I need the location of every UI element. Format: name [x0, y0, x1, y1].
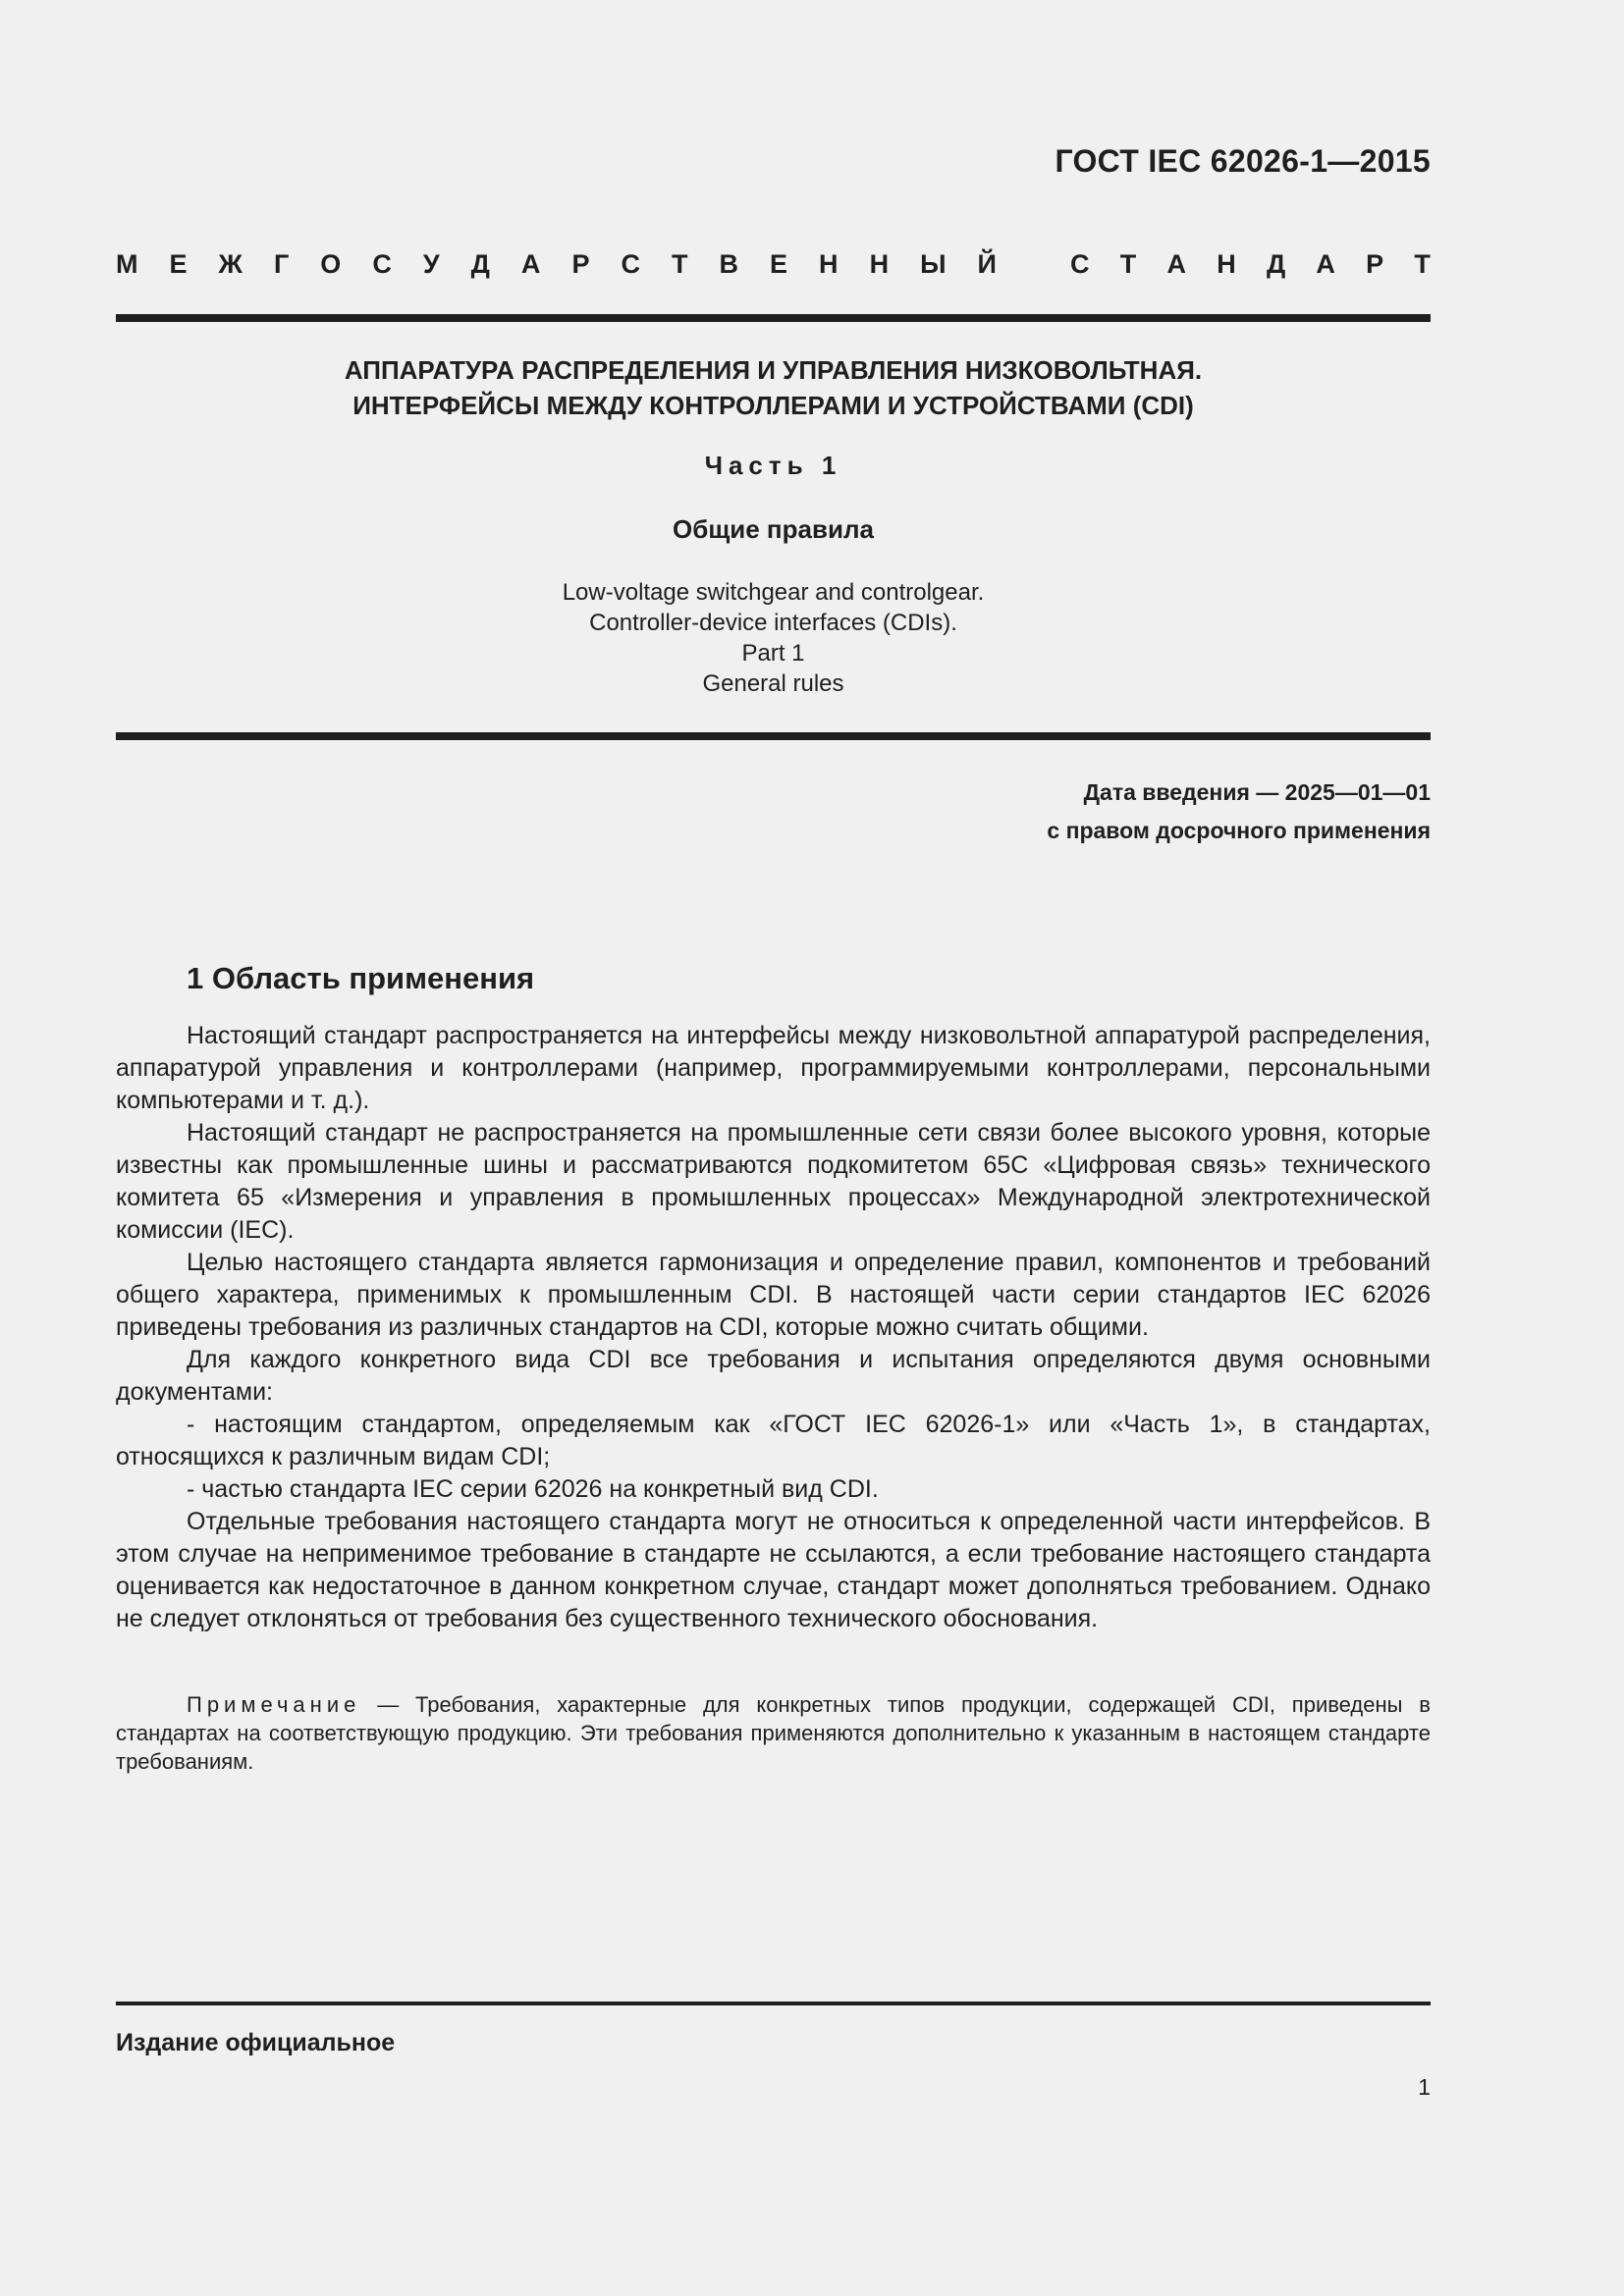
- document-title: [116, 352, 1431, 423]
- official-edition-label: Издание официальное: [116, 2029, 396, 2056]
- note: [116, 1690, 1431, 1776]
- heading-letter: А: [520, 249, 541, 279]
- section-heading: 1 Область применения: [187, 961, 535, 995]
- heading-letter: С: [1070, 249, 1090, 279]
- heading-letter: О: [320, 249, 342, 279]
- note-label: Примечание: [187, 1692, 361, 1717]
- heading-letter: Ы: [920, 249, 947, 279]
- heading-letter: В: [719, 249, 738, 279]
- heading-letter: Н: [869, 249, 890, 279]
- paragraph: - настоящим стандартом, определяемым как «ГОСТ IEC 62026-1» или «Часть 1», в стандартах, относящихся к различным видам CDI;: [116, 1411, 1431, 1470]
- heading-letter: А: [1316, 249, 1335, 279]
- heading-letter: Т: [671, 249, 688, 279]
- heading-letter: С: [621, 249, 640, 279]
- footer-divider: [116, 2002, 1431, 2005]
- heading-letter: Е: [169, 249, 188, 279]
- top-divider: [116, 314, 1431, 322]
- heading-letter: Д: [1266, 249, 1286, 279]
- introduction-date: Дата введения — 2025—01—01: [1083, 779, 1431, 805]
- paragraph: Настоящий стандарт не распространяется на промышленные сети связи более высокого уровня, которые известны как промышленные шины и рассматриваются подкомитетом 65С «Цифровая связь» технического комитета 65 «Измерения и управления в промышленных процессах» Международной электротехнической комиссии (IEC).: [116, 1119, 1431, 1244]
- english-title-line: Controller-device interfaces (CDIs).: [589, 610, 957, 636]
- heading-letter: Н: [1217, 249, 1236, 279]
- heading-letter: Д: [470, 249, 490, 279]
- heading-letter: С: [372, 249, 392, 279]
- standard-word: [1070, 249, 1431, 280]
- heading-letter: Й: [977, 249, 997, 279]
- english-title: [116, 577, 1431, 699]
- section-body: [116, 1020, 1431, 1635]
- document-number: ГОСТ IEC 62026-1—2015: [1055, 143, 1431, 179]
- document-page: [116, 0, 1431, 2296]
- paragraph: Настоящий стандарт распространяется на интерфейсы между низковольтной аппаратурой распределения, аппаратурой управления и контроллерами (например, программируемыми контроллерами, персональными компьютерами и т. д.).: [116, 1022, 1431, 1114]
- title-line: АППАРАТУРА РАСПРЕДЕЛЕНИЯ И УПРАВЛЕНИЯ НИЗКОВОЛЬТНАЯ.: [344, 355, 1203, 385]
- heading-letter: А: [1166, 249, 1186, 279]
- heading-letter: Т: [1119, 249, 1137, 279]
- interstate-standard-heading: [116, 249, 1431, 280]
- heading-letter: Р: [1366, 249, 1384, 279]
- early-use-note: с правом досрочного применения: [1047, 818, 1431, 843]
- part-subtitle: Общие правила: [673, 514, 874, 544]
- paragraph: Для каждого конкретного вида CDI все требования и испытания определяются двумя основными документами:: [116, 1346, 1431, 1406]
- heading-letter: Г: [273, 249, 290, 279]
- english-title-line: Part 1: [741, 640, 805, 667]
- introduction-dates: [1047, 774, 1431, 850]
- english-title-line: General rules: [702, 670, 844, 697]
- heading-letter: Р: [571, 249, 590, 279]
- paragraph: Целью настоящего стандарта является гармонизация и определение правил, компонентов и требований общего характера, применимых к промышленным CDI. В настоящей части серии стандартов IEC 62026 приведены требования из различных стандартов на CDI, которые можно считать общими.: [116, 1249, 1431, 1341]
- title-line: ИНТЕРФЕЙСЫ МЕЖДУ КОНТРОЛЛЕРАМИ И УСТРОЙСТВАМИ (CDI): [352, 391, 1194, 420]
- heading-letter: М: [116, 249, 138, 279]
- heading-letter: У: [422, 249, 440, 279]
- heading-letter: Е: [770, 249, 788, 279]
- page-number: 1: [1418, 2074, 1431, 2100]
- paragraph: Отдельные требования настоящего стандарта могут не относиться к определенной части интерфейсов. В этом случае на неприменимое требование в стандарте не ссылаются, а если требование настоящего стандарта оценивается как недостаточное в данном конкретном случае, стандарт может дополняться требованием. Однако не следует отклоняться от требования без существенного технического обоснования.: [116, 1508, 1431, 1632]
- title-bottom-divider: [116, 732, 1431, 740]
- heading-letter: Ж: [218, 249, 243, 279]
- interstate-word: [116, 249, 997, 280]
- heading-letter: Т: [1414, 249, 1431, 279]
- english-title-line: Low-voltage switchgear and controlgear.: [562, 579, 985, 606]
- paragraph: - частью стандарта IEC серии 62026 на конкретный вид CDI.: [187, 1475, 879, 1503]
- heading-letter: Н: [819, 249, 839, 279]
- note-text: — Требования, характерные для конкретных типов продукции, содержащей CDI, приведены в стандартах на соответствующую продукцию. Эти требования применяются дополнительно к указанным в настоящем стандарте требованиям.: [116, 1692, 1431, 1774]
- part-label: Часть 1: [704, 451, 842, 480]
